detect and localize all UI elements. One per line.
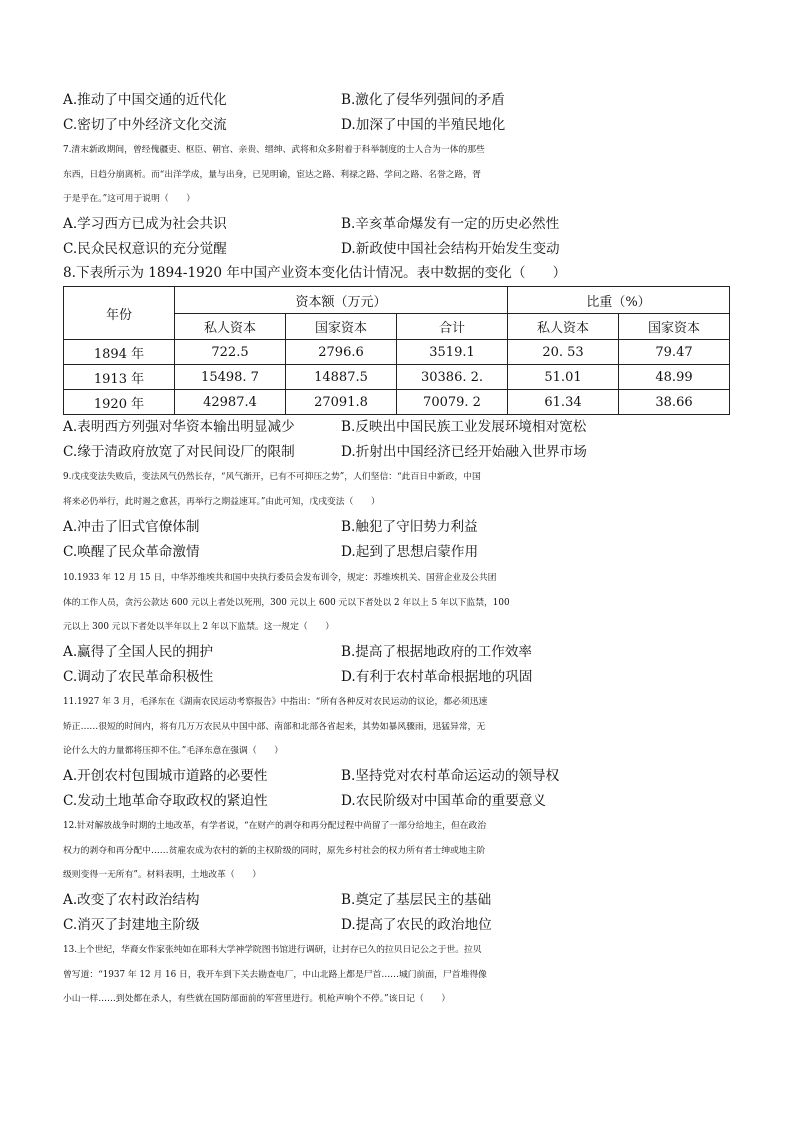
q11-option-b[interactable]: B.坚持党对农村革命运运动的领导权 [341,768,560,784]
table-subheader: 私人资本 [175,314,286,340]
q8-option-c[interactable]: C.缘于清政府放宽了对民间设厂的限制 [63,444,295,460]
q13-stem-line: 小山一样……到处都在杀人，有些就在国防部面前的军营里进行。机枪声响个不停。”该日记（ ） [63,994,451,1004]
q10-stem-line: 元以上 300 元以下者处以半年以上 2 年以下监禁。这一规定（ ） [63,622,335,632]
q6-option-a[interactable]: A.推动了中国交通的近代化 [63,92,227,108]
capital-table [63,286,730,415]
q9-stem-line: 将来必仍举行，此时遏之愈甚，再举行之期益速耳。”由此可知，戊戌变法（ ） [63,496,380,507]
q11-option-d[interactable]: D.农民阶级对中国革命的重要意义 [341,793,547,809]
table-header-year: 年份 [64,287,175,340]
q12-stem-line: 12.针对解放战争时期的土地改革，有学者说，“在财产的剥夺和再分配过程中尚留了一部分给地主，但在政治 [63,821,487,831]
q11-stem [63,690,733,764]
q11-stem-line: 矫正……很短的时间内，将有几万万农民从中国中部、南部和北部各省起来，其势如暴风骤雨，迅猛异常，无 [63,721,486,732]
q7-stem [63,138,733,212]
q7-stem-line: 东西，日趋分崩离析。而“出洋学成，量与出身，已见明谕，宦达之路、利禄之路、学问之路、名誉之路，胥 [63,169,481,180]
q6-option-b[interactable]: B.激化了侵华列强间的矛盾 [341,92,505,108]
q10-stem [63,566,733,640]
q11-stem-line: 11.1927 年 3 月，毛泽东在《湖南农民运动考察报告》中指出：“所有各种反对农民运动的议论，都必须迅速 [63,697,488,707]
q10-option-a[interactable]: A.赢得了全国人民的拥护 [63,644,214,660]
table-cell-year: 1894 年 [64,340,175,365]
q12-stem-line: 级则变得一无所有”。材料表明，土地改革（ ） [63,870,262,880]
q13-stem-line: 13.上个世纪，华裔女作家张纯如在耶科大学神学院图书馆进行调研，让封存已久的拉贝日记公之于世。拉贝 [63,945,482,955]
q8-option-d[interactable]: D.折射出中国经济已经开始融入世界市场 [341,444,587,460]
q8-option-b[interactable]: B.反映出中国民族工业发展环境相对宽松 [341,419,587,435]
table-subheader: 国家资本 [619,314,730,340]
q9-option-c[interactable]: C.唤醒了民众革命激情 [63,544,200,560]
q13-stem [63,938,733,1012]
q12-option-c[interactable]: C.消灭了封建地主阶级 [63,917,200,933]
table-cell: 79.47 [619,340,730,365]
table-row [64,340,730,365]
q9-stem [63,465,733,514]
q9-option-b[interactable]: B.触犯了守旧势力利益 [341,519,478,535]
q10-option-c[interactable]: C.调动了农民革命积极性 [63,669,214,685]
q10-stem-line: 体的工作人员，贪污公款达 600 元以上者处以死刑，300 元以上 600 元以下者处以 2 年以上 5 年以下监禁，100 [63,597,510,608]
q11-stem-line: 论什么大的力量都将压抑不住。”毛泽东意在强调（ ） [63,746,284,756]
table-cell-year: 1913 年 [64,365,175,390]
q8-stem: 8.下表所示为 1894-1920 年中国产业资本变化估计情况。表中数据的变化（ ） [63,265,567,281]
table-cell: 70079. 2 [397,390,508,415]
q13-stem-line: 曾写道：“1937 年 12 月 16 日，我开车到下关去勘查电厂，中山北路上都是尸首……城门前面，尸首堆得像 [63,969,487,980]
table-cell: 30386. 2. [397,365,508,390]
table-cell: 61.34 [508,390,619,415]
table-cell: 15498. 7 [175,365,286,390]
table-header-capital: 资本额（万元） [175,287,508,314]
table-cell: 14887.5 [286,365,397,390]
q7-option-d[interactable]: D.新政使中国社会结构开始发生变动 [341,241,560,257]
q7-stem-line: 7.清末新政期间，曾经傀疆吏、枢臣、朝官、亲贵、缙绅、武将和众多附着于科举制度的士人合为一体的那些 [63,145,485,155]
q12-option-b[interactable]: B.奠定了基层民主的基础 [341,892,492,908]
q9-stem-line: 9.戊戌变法失败后，变法风气仍然长存，“风气渐开，已有不可抑压之势”，人们坚信：“此百日中新政，中国 [63,472,481,482]
q11-option-a[interactable]: A.开创农村包围城市道路的必要性 [63,768,268,784]
q12-stem [63,814,733,888]
table-cell: 38.66 [619,390,730,415]
table-cell: 51.01 [508,365,619,390]
q9-option-d[interactable]: D.起到了思想启蒙作用 [341,544,479,560]
table-subheader: 私人资本 [508,314,619,340]
table-cell-year: 1920 年 [64,390,175,415]
table-cell: 3519.1 [397,340,508,365]
q6-option-c[interactable]: C.密切了中外经济文化交流 [63,117,227,133]
q10-option-d[interactable]: D.有利于农村革命根据地的巩固 [341,669,533,685]
q7-option-a[interactable]: A.学习西方已成为社会共识 [63,216,227,232]
table-row [64,390,730,415]
q6-option-d[interactable]: D.加深了中国的半殖民地化 [341,117,506,133]
q7-stem-line: 于是乎在。”这可用于说明（ ） [63,194,196,204]
table-row [64,365,730,390]
q8-option-a[interactable]: A.表明西方列强对华资本输出明显减少 [63,419,295,435]
q12-stem-line: 权力的剥夺和再分配中……贫雇农成为农村的新的主权阶级的同时，原先乡村社会的权力所有者士绅或地主阶 [63,845,486,856]
table-subheader: 合计 [397,314,508,340]
table-cell: 48.99 [619,365,730,390]
table-cell: 42987.4 [175,390,286,415]
q12-option-a[interactable]: A.改变了农村政治结构 [63,892,200,908]
q12-option-d[interactable]: D.提高了农民的政治地位 [341,917,492,933]
q10-option-b[interactable]: B.提高了根据地政府的工作效率 [341,644,533,660]
table-cell: 722.5 [175,340,286,365]
q10-stem-line: 10.1933 年 12 月 15 日，中华苏维埃共和国中央执行委员会发布训令，规定：苏维埃机关、国营企业及公共团 [63,573,497,583]
table-subheader: 国家资本 [286,314,397,340]
q11-option-c[interactable]: C.发动土地革命夺取政权的紧迫性 [63,793,268,809]
table-cell: 20. 53 [508,340,619,365]
table-cell: 27091.8 [286,390,397,415]
q9-option-a[interactable]: A.冲击了旧式官僚体制 [63,519,200,535]
q7-option-c[interactable]: C.民众民权意识的充分觉醒 [63,241,227,257]
table-header-ratio: 比重（%） [508,287,730,314]
q7-option-b[interactable]: B.辛亥革命爆发有一定的历史必然性 [341,216,560,232]
table-cell: 2796.6 [286,340,397,365]
